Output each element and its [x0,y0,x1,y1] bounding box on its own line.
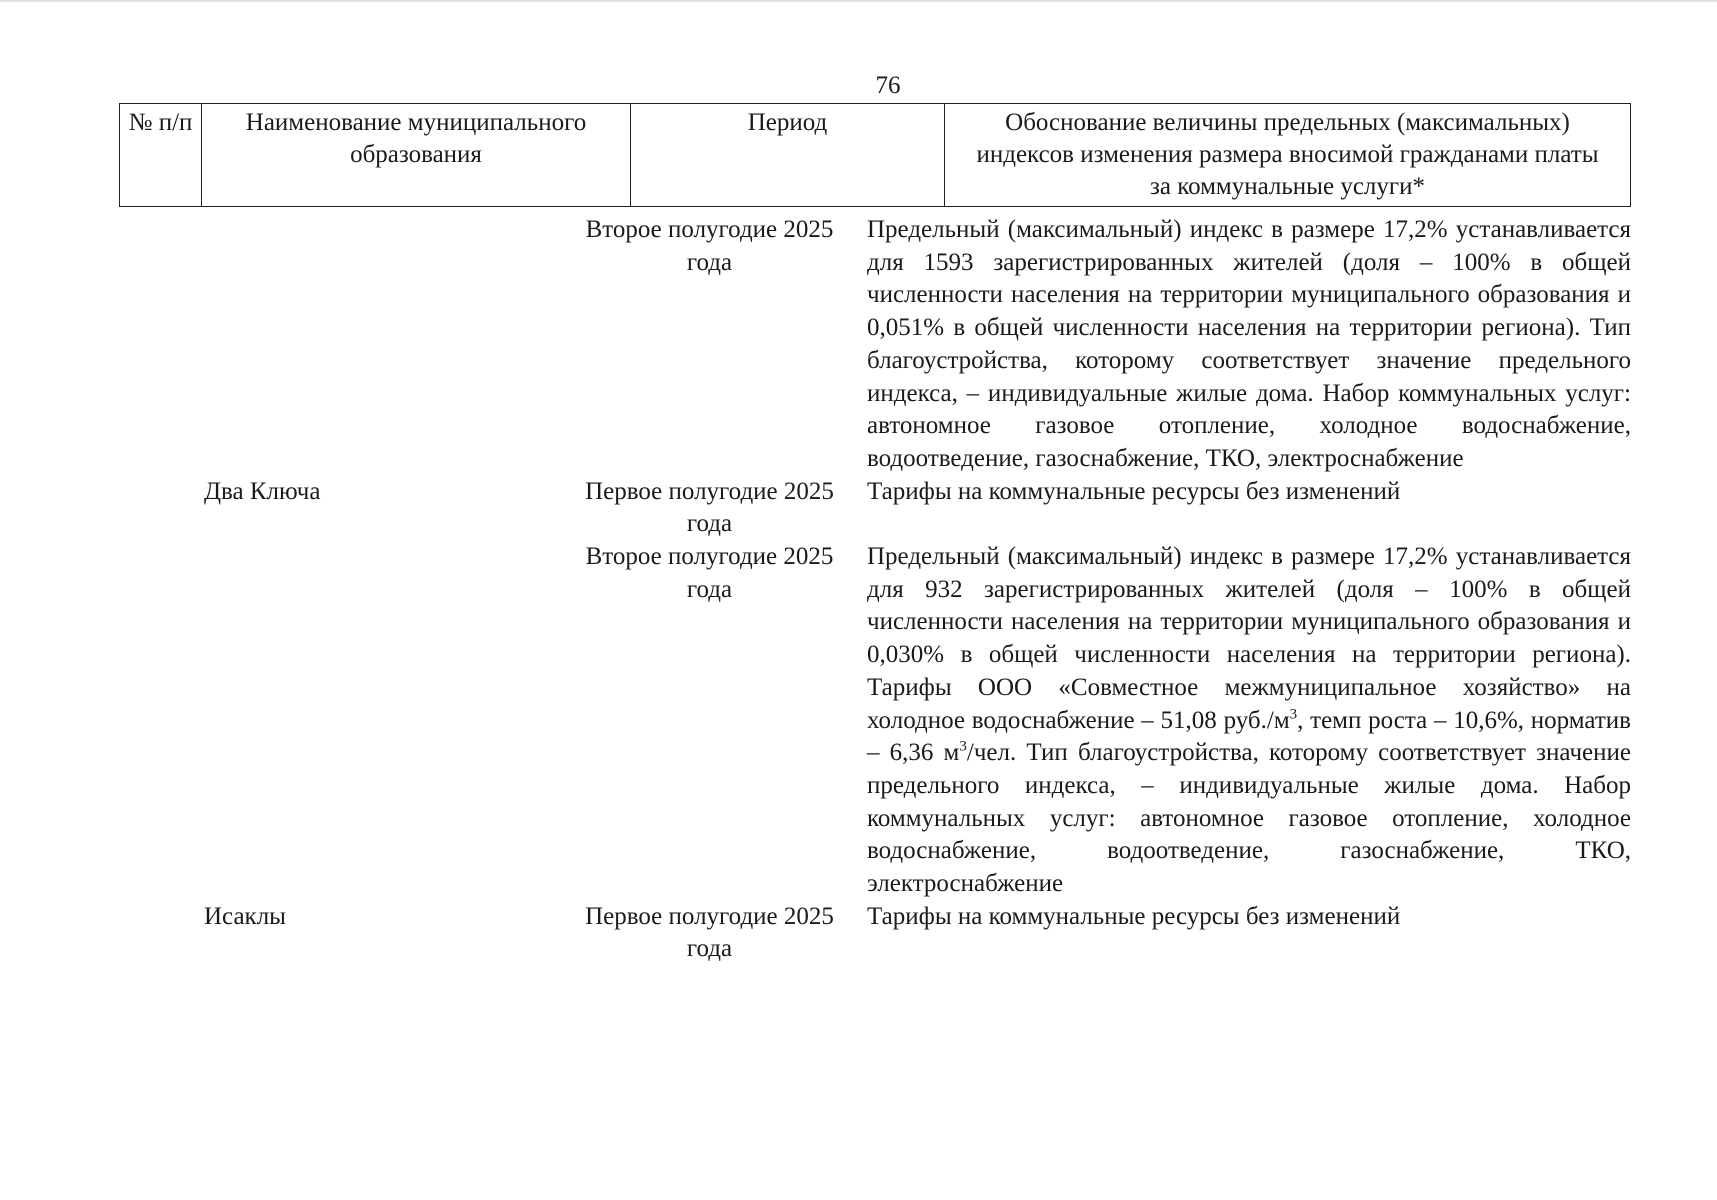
basis-text-part: Предельный (максимальный) индекс в размере 17,2% устанавливается для 932 зарегистрированных жителей (доля – 100% в общей численности населения на территории муниципального образования и 0,030% в общей численности населения на территории региона). Тарифы ООО «Совместное межмуниципальное хозяйство» на холодное водоснабжение – 51,08 руб./м [867,543,1631,734]
basis-text: Тарифы на коммунальные ресурсы без изменений [867,477,1401,505]
table-row [119,901,1631,966]
table-row [119,476,1631,541]
table-body [119,214,1631,966]
municipality-name: Исаклы [204,902,286,930]
period: Первое полугодие 2025 года [585,477,834,538]
header-col-municipality: Наименование муниципального образования [202,104,631,207]
page-number: 76 [875,72,901,99]
period: Первое полугодие 2025 года [585,902,834,963]
header-col-basis: Обоснование величины предельных (максимальных) индексов изменения размера вносимой гражданами платы за коммунальные услуги* [945,104,1631,207]
basis-text: Предельный (максимальный) индекс в размере 17,2% устанавливается для 1593 зарегистрированных жителей (доля – 100% в общей численности населения на территории муниципального образования и 0,051% в общей численности населения на территории региона). Тип благоустройства, которому соответствует значение предельного индекса, – индивидуальные жилые дома. Набор коммунальных услуг: автономное газовое отопление, холодное водоснабжение, водоотведение, газоснабжение, ТКО, электроснабжение [867,216,1631,472]
header-col-number: № п/п [120,104,202,207]
basis-text-part: /чел. Тип благоустройства, которому соответствует значение предельного индекса, – индивидуальные жилые дома. Набор коммунальных услуг: автономное газовое отопление, холодное водоснабжение, водоотведение, газоснабжение, ТКО, электроснабжение [867,739,1632,898]
table-row [119,214,1631,476]
basis-text: Тарифы на коммунальные ресурсы без изменений [867,902,1401,930]
superscript: 3 [959,738,967,755]
basis-text-part: , темп роста – 10,6%, норматив – 6,36 м [867,706,1631,767]
period: Второе полугодие 2025 года [585,216,834,276]
superscript: 3 [1289,706,1298,723]
period: Второе полугодие 2025 года [585,543,834,603]
municipality-name: Два Ключа [204,477,321,505]
table-header [119,103,1631,207]
table-row [119,541,1631,901]
basis-text [867,541,1631,901]
scan-edge [0,0,1717,3]
header-col-period: Период [631,104,945,207]
